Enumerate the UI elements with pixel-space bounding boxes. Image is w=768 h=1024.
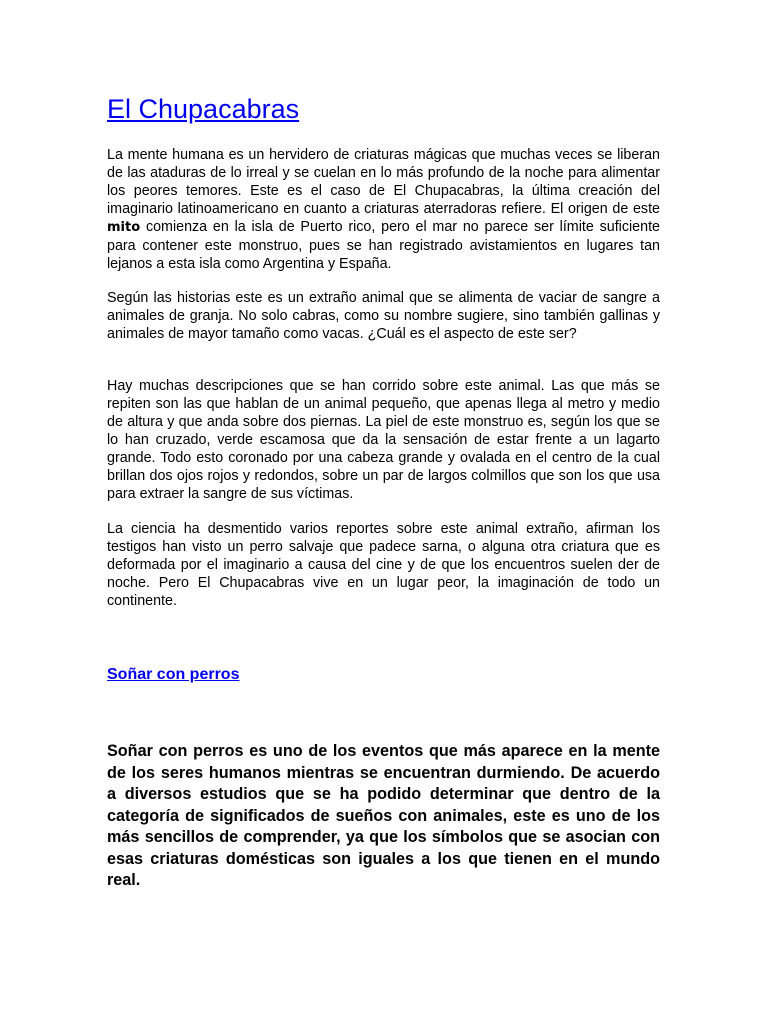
paragraph-intro-after: comienza en la isla de Puerto rico, pero el mar no parece ser límite suficiente para contener este monstruo, pues se han registrado avistamientos en lugares tan lejanos a esta isla como Argentina y España. [107,219,660,272]
dreams-lead-text: Soñar con perros [107,742,244,760]
paragraph-dreams [107,741,660,892]
paragraph-history: Según las historias este es un extraño animal que se alimenta de vaciar de sangre a animales de granja. No solo cabras, como su nombre sugiere, sino también gallinas y animales de mayor tamaño como vacas. ¿Cuál es el aspecto de este ser? [107,290,660,342]
section-heading [107,664,239,686]
paragraph-intro-before: La mente humana es un hervidero de criaturas mágicas que muchas veces se liberan de las ataduras de lo irreal y se cuelan en lo más profundo de la noche para alimentar los peores temores. Este es el caso de El Chupacabras, la última creación del imaginario latinoamericano en cuanto a criaturas aterradoras refiere. El origen de este [107,147,660,217]
sonar-con-perros-link[interactable]: Soñar con perros [107,666,240,683]
page-title [107,92,299,126]
paragraph-science: La ciencia ha desmentido varios reportes sobre este animal extraño, afirman los testigos han visto un perro salvaje que padece sarna, o alguna otra criatura que es deformada por el imaginario a causa del cine y de que los encuentros suelen der de noche. Pero El Chupacabras vive en un lugar peor, la imaginación de todo un continente. [107,521,660,609]
paragraph-description: Hay muchas descripciones que se han corrido sobre este animal. Las que más se repiten son las que hablan de un animal pequeño, que apenas llega al metro y medio de altura y que anda sobre dos piernas. La piel de este monstruo es, según los que se lo han cruzado, verde escamosa que da la sensación de estar frente a un lagarto grande. Todo esto coronado por una cabeza grande y ovalada en el centro de la cual brillan dos ojos rojos y redondos, sobre un par de largos colmillos que son los que usa para extraer la sangre de sus víctimas. [107,378,660,502]
dreams-body-text: es uno de los eventos que más aparece en la mente de los seres humanos mientras se encuentran durmiendo. De acuerdo a diversos estudios que se ha podido determinar que dentro de la categoría de significados de sueños con animales, este es uno de los más sencillos de comprender, ya que los símbolos que se asocian con esas criaturas domésticas son iguales a los que tienen en el mundo real. [107,742,661,889]
title-link[interactable]: El Chupacabras [107,94,300,124]
paragraph-intro [107,146,660,273]
mito-keyword: mito [107,220,141,235]
